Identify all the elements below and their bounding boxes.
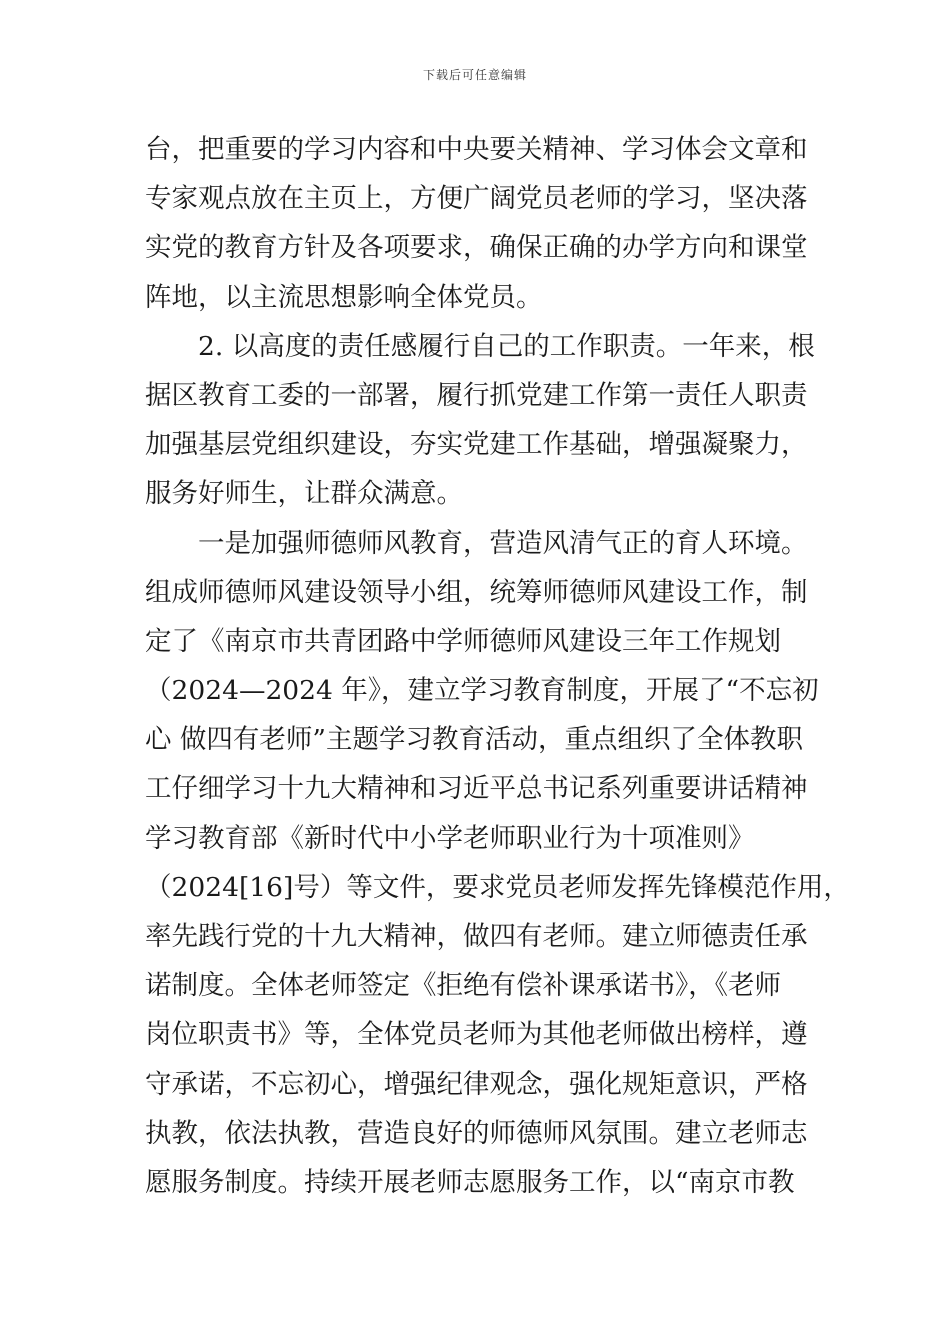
text-line: 实党的教育方针及各项要求，确保正确的办学方向和课堂 (145, 232, 808, 264)
document-body (145, 125, 850, 1207)
text-line: （2024—2024 年》，建立学习教育制度，开展了“不忘初 (145, 675, 819, 707)
text-line: 愿服务制度。持续开展老师志愿服务工作，以“南京市教 (145, 1166, 795, 1198)
text-line: 执教，依法执教，营造良好的师德师风氛围。建立老师志 (145, 1117, 808, 1149)
text-line: 守承诺，不忘初心，增强纪律观念，强化规矩意识，严格 (145, 1068, 808, 1100)
text-line: 台，把重要的学习内容和中央要关精神、学习体会文章和 (145, 134, 808, 165)
paragraph-start-line: 2. 以高度的责任感履行自己的工作职责。一年来，根 (198, 330, 815, 362)
text-line: 定了《南京市共青团路中学师德师风建设三年工作规划 (145, 625, 781, 657)
text-line: 加强基层党组织建设，夯实党建工作基础，增强凝聚力， (145, 429, 808, 461)
text-line: 诺制度。全体老师签定《拒绝有偿补课承诺书》，《老师 (145, 970, 781, 1002)
text-line: 据区教育工委的一部署，履行抓党建工作第一责任人职责 (145, 379, 808, 411)
header-note: 下载后可任意编辑 (422, 68, 527, 82)
text-line: 组成师德师风建设领导小组，统筹师德师风建设工作，制 (145, 576, 808, 608)
text-line: 岗位职责书》等，全体党员老师为其他老师做出榜样，遵 (145, 1019, 808, 1051)
text-line: 学习教育部《新时代中小学老师职业行为十项准则》 (145, 822, 755, 854)
text-line: 服务好师生，让群众满意。 (145, 478, 463, 510)
paragraph-start-line: 一是加强师德师风教育，营造风清气正的育人环境。 (198, 527, 808, 559)
text-line: 阵地，以主流思想影响全体党员。 (145, 281, 543, 313)
text-line: 心 做四有老师”主题学习教育活动，重点组织了全体教职 (145, 724, 803, 756)
text-line: 率先践行党的十九大精神，做四有老师。建立师德责任承 (145, 921, 808, 952)
text-line: 工仔细学习十九大精神和习近平总书记系列重要讲话精神 (145, 773, 808, 805)
text-line: 专家观点放在主页上，方便广阔党员老师的学习，坚决落 (145, 183, 808, 215)
text-line: （2024[16]号）等文件，要求党员老师发挥先锋模范作用， (145, 871, 850, 903)
